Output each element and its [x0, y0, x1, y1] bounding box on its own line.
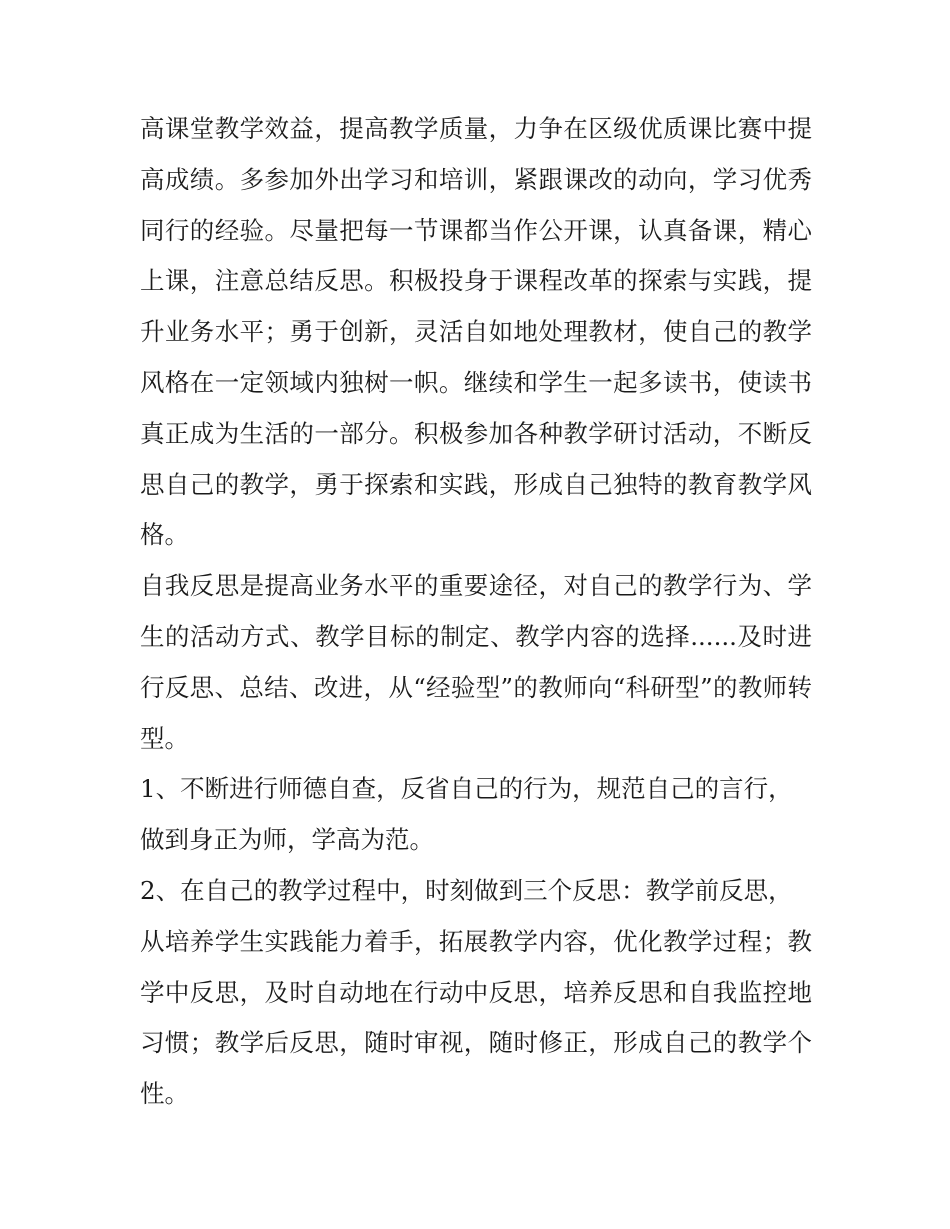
text-line: 自我反思是提高业务水平的重要途径，对自己的教学行为、学: [140, 571, 812, 601]
text-line: 做到身正为师，学高为范。: [140, 825, 434, 855]
text-line: 学中反思，及时自动地在行动中反思，培养反思和自我监控地: [140, 977, 812, 1007]
text-line: 升业务水平；勇于创新，灵活自如地处理教材，使自己的教学: [140, 317, 812, 347]
text-line: 高课堂教学效益，提高教学质量，力争在区级优质课比赛中提: [140, 114, 812, 143]
list-item-1: [140, 764, 812, 866]
text-line: 性。: [140, 1079, 189, 1109]
text-line: 行反思、总结、改进，从“经验型”的教师向“科研型”的教师转: [140, 672, 812, 702]
paragraph-teaching-goals: [140, 104, 812, 561]
text-line: 真正成为生活的一部分。积极参加各种教学研讨活动，不断反: [140, 418, 812, 448]
text-line: 习惯；教学后反思，随时审视，随时修正，形成自己的教学个: [140, 1028, 812, 1058]
text-line: 2、在自己的教学过程中，时刻做到三个反思：教学前反思，: [140, 875, 793, 905]
list-item-2: [140, 866, 812, 1120]
text-line: 思自己的教学，勇于探索和实践，形成自己独特的教育教学风: [140, 469, 812, 499]
text-line: 同行的经验。尽量把每一节课都当作公开课，认真备课，精心: [140, 215, 812, 245]
text-line: 高成绩。多参加外出学习和培训，紧跟课改的动向，学习优秀: [140, 164, 812, 194]
text-line: 从培养学生实践能力着手，拓展教学内容，优化教学过程；教: [140, 926, 812, 956]
text-line: 风格在一定领域内独树一帜。继续和学生一起多读书，使读书: [140, 367, 812, 397]
document-body: [140, 104, 812, 1120]
text-line: 生的活动方式、教学目标的制定、教学内容的选择......及时进: [140, 621, 812, 651]
text-line: 上课，注意总结反思。积极投身于课程改革的探索与实践，提: [140, 266, 812, 296]
text-line: 格。: [140, 520, 189, 550]
paragraph-self-reflection: [140, 561, 812, 764]
text-line: 型。: [140, 723, 189, 753]
text-line: 1、不断进行师德自查，反省自己的行为，规范自己的言行，: [140, 774, 793, 804]
